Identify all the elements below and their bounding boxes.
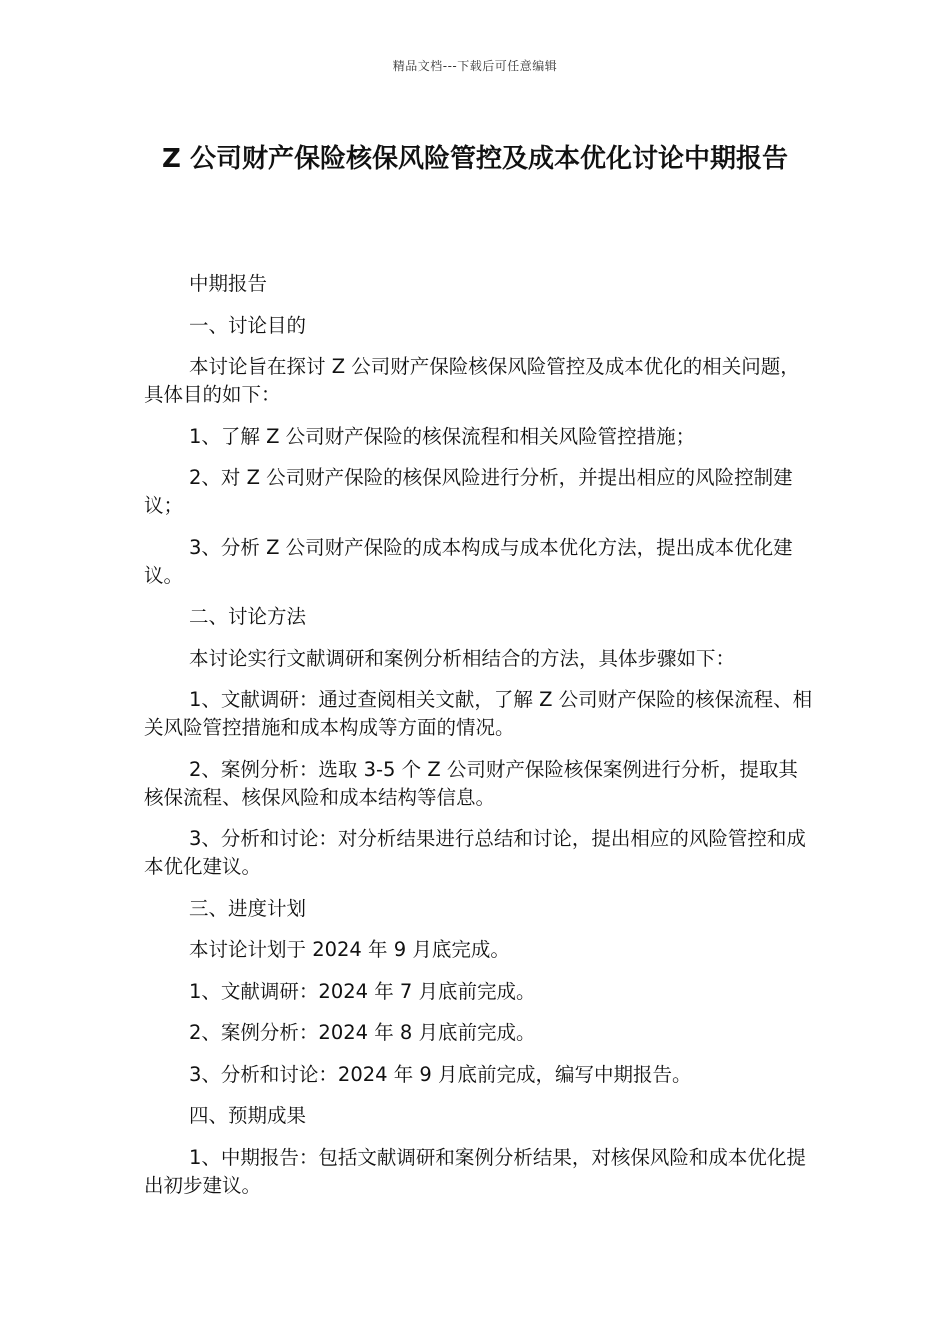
list-item: 2、对 Z 公司财产保险的核保风险进行分析，并提出相应的风险控制建议； (144, 466, 793, 517)
list-item: 3、分析 Z 公司财产保险的成本构成与成本优化方法，提出成本优化建议。 (144, 535, 793, 587)
paragraph: 本讨论实行文献调研和案例分析相结合的方法，具体步骤如下： (189, 646, 736, 670)
list-item: 1、了解 Z 公司财产保险的核保流程和相关风险管控措施； (189, 424, 696, 448)
list-item: 3、分析和讨论：2024 年 9 月底前完成，编写中期报告。 (189, 1062, 692, 1086)
section-heading-method: 二、讨论方法 (189, 605, 307, 628)
list-item: 1、文献调研：通过查阅相关文献，了解 Z 公司财产保险的核保流程、相关风险管控措施和成本构成等方面的情况。 (144, 688, 813, 739)
document-title: Z 公司财产保险核保风险管控及成本优化讨论中期报告 (162, 144, 788, 174)
list-item: 2、案例分析：2024 年 8 月底前完成。 (189, 1021, 536, 1044)
list-item: 2、案例分析：选取 3-5 个 Z 公司财产保险核保案例进行分析，提取其核保流程、核保风险和成本结构等信息。 (144, 757, 798, 809)
list-item: 3、分析和讨论：对分析结果进行总结和讨论，提出相应的风险管控和成本优化建议。 (144, 827, 806, 878)
section-heading-schedule: 三、进度计划 (189, 896, 307, 920)
paragraph: 本讨论计划于 2024 年 9 月底完成。 (189, 938, 510, 961)
section-heading-outcomes: 四、预期成果 (189, 1104, 307, 1127)
section-label-midterm: 中期报告 (189, 272, 268, 295)
paragraph: 本讨论旨在探讨 Z 公司财产保险核保风险管控及成本优化的相关问题，具体目的如下： (144, 355, 800, 406)
list-item: 1、文献调研：2024 年 7 月底前完成。 (189, 979, 536, 1003)
list-item: 1、中期报告：包括文献调研和案例分析结果，对核保风险和成本优化提出初步建议。 (144, 1145, 806, 1197)
header-note: 精品文档---下载后可任意编辑 (392, 59, 558, 73)
document-body (144, 270, 814, 1213)
section-heading-purpose: 一、讨论目的 (189, 313, 307, 337)
